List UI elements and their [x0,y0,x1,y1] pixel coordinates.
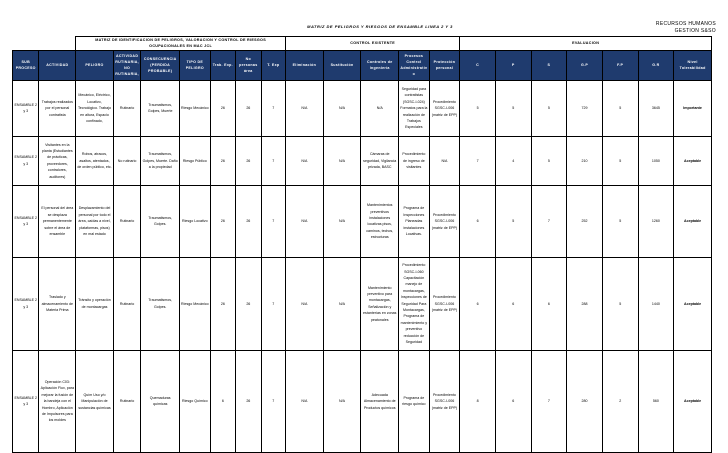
column-header: Nivel Tolerabilidad [674,50,712,80]
cell-elim: N/A [286,80,324,136]
cell-actividad: Trabajos realizados por el personal contratista [39,80,76,136]
department-line-1: RECURSOS HUMANOS [655,21,716,27]
cell-tipo: Riesgo Mecánico [180,80,211,136]
column-header: T. Exp [261,50,285,80]
cell-trab: 26 [210,136,235,185]
cell-nper: 26 [236,185,261,257]
column-header: ACTIVIDAD [39,50,76,80]
cell-ing: Adecuada Almacenamiento de Productos químicos [361,350,399,452]
cell-ing: Mantenimiento preventivo para montacargas, Señalización y estanterías en zonas peatonales [361,257,399,350]
cell-trab: 26 [210,257,235,350]
cell-prot: N/A [429,136,460,185]
column-header: G.R [638,50,674,80]
cell-nivel: Aceptable [674,136,712,185]
cell-trab: 26 [210,80,235,136]
column-header: Trab. Exp. [210,50,235,80]
cell-prot: Procedimiento SGSC-I-006 (matriz de EPP) [429,350,460,452]
cell-gp: 288 [567,257,603,350]
cell-texp: 7 [261,185,285,257]
cell-c: 8 [460,350,496,452]
cell-elim: N/A [286,350,324,452]
column-header: CONSECUENCIA (PERDIDA PROBABLE) [141,50,180,80]
cell-tipo: Riesgo Químico [180,350,211,452]
cell-elim: N/A [286,185,324,257]
cell-gr: 1260 [638,185,674,257]
cell-c: 5 [460,80,496,136]
cell-p: 5 [495,80,531,136]
cell-rutina: Rutinario [113,350,141,452]
cell-peligro: Tránsito y operación de montacargas [76,257,114,350]
cell-s: 6 [531,257,567,350]
cell-sub: ENSAMBLE 2 y 3 [13,80,39,136]
cell-nper: 26 [236,350,261,452]
table-row [13,257,712,350]
cell-admin: Procedimiento SGSC-I-060 Capacitación manejo de montacargas, Inspecciones de Seguridad Para Montacargas, Programa de mantenimiento y preventivo reducción de Seguridad [399,257,430,350]
cell-s: 7 [531,350,567,452]
column-header: Controles de Ingeniería [361,50,399,80]
column-header: P [495,50,531,80]
cell-rutina: Rutinario [113,257,141,350]
cell-fp: 5 [602,136,638,185]
cell-nper: 26 [236,80,261,136]
cell-rutina: Rutinario [113,80,141,136]
cell-sust: N/A [323,80,361,136]
column-header: Sustitución [323,50,361,80]
cell-p: 6 [495,350,531,452]
cell-actividad: Traslado y almacenamiento de Materia Prima [39,257,76,350]
cell-prot: Procedimiento SGSC-I-006 (matriz de EPP) [429,257,460,350]
cell-c: 7 [460,136,496,185]
cell-trab: 26 [210,185,235,257]
cell-p: 4 [495,136,531,185]
cell-sust: N/A [323,185,361,257]
cell-sub: ENSAMBLE 2 y 3 [13,350,39,452]
cell-tipo: Riesgo Mecánico [180,257,211,350]
cell-rutina: No rutinario [113,136,141,185]
cell-peligro: Quím Uso y/o Manipulación de sustancias químicas [76,350,114,452]
evaluation-header: EVALUACION [460,37,712,51]
cell-gp: 210 [567,136,603,185]
cell-s: 5 [531,136,567,185]
cell-sub: ENSAMBLE 2 y 3 [13,185,39,257]
table-row [13,185,712,257]
cell-nivel: Aceptable [674,257,712,350]
table-row [13,80,712,136]
column-header: G.P [567,50,603,80]
column-header: Procesos Control Administrativo [399,50,430,80]
table-row [13,350,712,452]
cell-rutina: Rutinario [113,185,141,257]
department-label [656,21,716,35]
cell-s: 7 [531,185,567,257]
cell-ing: N/A [361,80,399,136]
column-header: C [460,50,496,80]
risk-matrix-table [12,36,712,453]
cell-sub: ENSAMBLE 2 y 3 [13,136,39,185]
cell-s: 5 [531,80,567,136]
column-header: PELIGRO [76,50,114,80]
column-header: TIPO DE PELIGRO [180,50,211,80]
cell-trab: 6 [210,350,235,452]
column-header: No personas área [236,50,261,80]
cell-actividad: Operación C03: Aplicación Flux, para mejorar la fusión de la bandeja con el Hombro, Aplicación de Impulsores para los moldes [39,350,76,452]
cell-gr: 1050 [638,136,674,185]
cell-elim: N/A [286,257,324,350]
cell-peligro: Robos, atracos, asaltos, atentados, de orden público, etc. [76,136,114,185]
cell-consecuencia: Traumatismos, Golpes. [141,185,180,257]
cell-sust: N/A [323,136,361,185]
cell-gp: 280 [567,350,603,452]
cell-nper: 26 [236,257,261,350]
cell-tipo: Riesgo Locativo [180,185,211,257]
cell-nivel: Aceptable [674,185,712,257]
cell-c: 6 [460,185,496,257]
cell-gr: 1440 [638,257,674,350]
cell-fp: 5 [602,80,638,136]
cell-sub: ENSAMBLE 2 y 3 [13,257,39,350]
department-line-2: GESTION S&SO [674,28,716,34]
cell-consecuencia: Traumatismos, Golpes. [141,257,180,350]
cell-ing: Cámaras de seguridad, Vigilancia privada, BASC [361,136,399,185]
cell-admin: Procedimiento de ingreso de visitantes [399,136,430,185]
cell-admin: Seguridad para contratistas (SGSC-I-024) Formatos para la realización de Trabajos Especiales [399,80,430,136]
cell-gp: 252 [567,185,603,257]
cell-prot: Procedimiento SGSC-I-006 (matriz de EPP) [429,185,460,257]
cell-gp: 729 [567,80,603,136]
cell-ing: Mantenimientos preventivos instalaciones locativas pisos, caminos, techos, estructuras [361,185,399,257]
cell-texp: 7 [261,257,285,350]
cell-nivel: Importante [674,80,712,136]
cell-nivel: Aceptable [674,350,712,452]
cell-sust: N/A [323,350,361,452]
cell-gr: 560 [638,350,674,452]
cell-texp: 7 [261,80,285,136]
column-header: S [531,50,567,80]
column-header-row [13,50,712,80]
cell-texp: 7 [261,350,285,452]
page-title: MATRIZ DE PELIGROS Y RIESGOS DE ENSAMBLE LINEA 2 Y 3 [307,24,453,29]
cell-nper: 26 [236,136,261,185]
cell-consecuencia: Quemaduras químicas [141,350,180,452]
cell-prot: Procedimiento SGSC-I-006 (matriz de EPP) [429,80,460,136]
column-header: SUB PROCESO [13,50,39,80]
cell-fp: 5 [602,257,638,350]
cell-gr: 3645 [638,80,674,136]
cell-texp: 7 [261,136,285,185]
cell-peligro: Desplazamiento del personal por todo el área, caídas a nivel, plataformas, pisos) en mal estado [76,185,114,257]
cell-consecuencia: Traumatismos, Golpes, Muerte. Daño a la propiedad [141,136,180,185]
cell-actividad: El personal del área se desplaza permanentemente sobre el área de ensamble [39,185,76,257]
control-header: CONTROL EXISTENTE [286,37,460,51]
table-row [13,136,712,185]
cell-p: 5 [495,185,531,257]
cell-admin: Programa de riesgo químico [399,350,430,452]
column-header: ACTIVIDAD RUTINARIA, NO RUTINARIA, [113,50,141,80]
cell-sust: N/A [323,257,361,350]
cell-fp: 5 [602,185,638,257]
column-header: Protección personal [429,50,460,80]
cell-admin: Programa de Inspecciones Planeadas instalaciones Locativas. [399,185,430,257]
cell-p: 6 [495,257,531,350]
cell-c: 6 [460,257,496,350]
column-header: F.P [602,50,638,80]
cell-peligro: Mecánico, Eléctrico, Locativo, Tecnológico. Trabajo en altura, Espacio confinado, [76,80,114,136]
cell-tipo: Riesgo Público [180,136,211,185]
column-header: Eliminación [286,50,324,80]
matrix-caption: MATRIZ DE IDENTIFICACION DE PELIGROS, VALORACION Y CONTROL DE RIESGOS OCUPACIONALES EN MAC JCL [76,37,286,51]
cell-fp: 2 [602,350,638,452]
cell-elim: N/A [286,136,324,185]
super-header-row [13,37,712,51]
cell-actividad: Visitantes en la planta (Estudiantes de prácticas, proveedores, contralores, auditores) [39,136,76,185]
cell-consecuencia: Traumatismos, Golpes, Muerte [141,80,180,136]
